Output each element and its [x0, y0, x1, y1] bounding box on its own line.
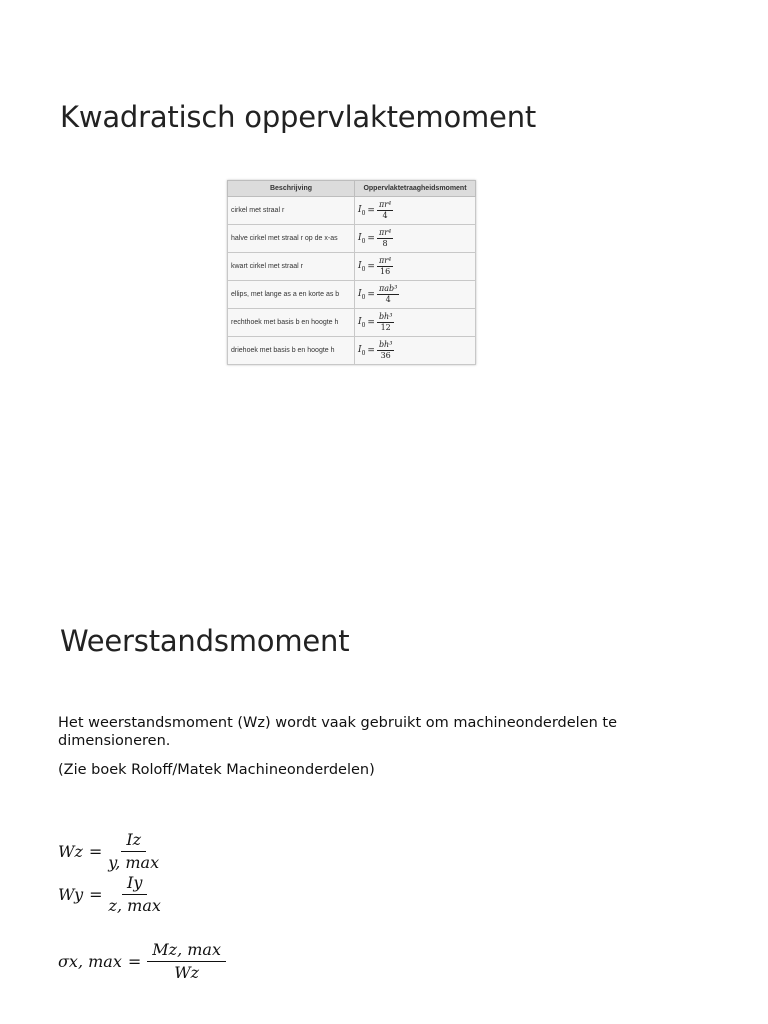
equation-sigma — [58, 940, 226, 983]
formula-denominator: 16 — [379, 267, 391, 276]
formula-lhs — [358, 289, 365, 301]
row-formula — [358, 256, 393, 277]
section-title-kwadratisch: Kwadratisch oppervlaktemoment — [60, 100, 537, 134]
row-description: ellips, met lange as a en korte as b — [228, 281, 355, 309]
row-description: rechthoek met basis b en hoogte h — [228, 309, 355, 337]
row-description: cirkel met straal r — [228, 197, 355, 225]
table-header-moment: Oppervlaktetraagheidsmoment — [355, 181, 476, 197]
row-description: halve cirkel met straal r op de x-as — [228, 225, 355, 253]
formula-fraction — [377, 200, 393, 221]
equation-fraction — [108, 830, 159, 873]
fraction-numerator: Iz — [121, 830, 146, 852]
formula-denominator: 4 — [382, 211, 388, 220]
fraction-denominator: Wz — [174, 963, 200, 982]
formula-fraction — [377, 340, 394, 361]
row-formula-cell — [355, 253, 476, 281]
fraction-denominator: z, max — [108, 896, 161, 915]
formula-denominator: 36 — [380, 351, 391, 360]
row-formula-cell — [355, 281, 476, 309]
formula-equals: = — [367, 233, 375, 244]
row-formula — [358, 200, 393, 221]
formula-numerator: πr⁴ — [378, 200, 392, 209]
formula-subscript: 0 — [361, 321, 366, 329]
formula-numerator: πr⁴ — [378, 256, 392, 265]
formula-numerator: πab³ — [378, 284, 398, 293]
row-formula-cell — [355, 337, 476, 365]
formula-denominator: 4 — [385, 295, 391, 304]
formula-denominator: 8 — [382, 239, 388, 248]
row-formula — [358, 228, 393, 249]
table-row — [228, 337, 476, 365]
equation-wz — [58, 830, 159, 873]
row-formula-cell — [355, 197, 476, 225]
formula-equals: = — [367, 345, 375, 356]
formula-fraction — [377, 312, 394, 333]
formula-fraction — [377, 256, 393, 277]
equals-sign: = — [89, 885, 103, 904]
formula-equals: = — [367, 261, 375, 272]
formula-symbol: I — [358, 344, 362, 355]
row-formula-cell — [355, 225, 476, 253]
formula-equals: = — [367, 289, 375, 300]
moments-table-image — [227, 180, 476, 365]
formula-symbol: I — [358, 232, 362, 243]
intro-paragraph: Het weerstandsmoment (Wz) wordt vaak gebruikt om machineonderdelen te dimensioneren. — [58, 715, 618, 749]
table-row — [228, 225, 476, 253]
table-row — [228, 281, 476, 309]
formula-lhs — [358, 205, 365, 217]
formula-subscript: 0 — [361, 237, 366, 245]
formula-fraction — [377, 284, 399, 305]
formula-subscript: 0 — [361, 209, 366, 217]
table-row — [228, 197, 476, 225]
row-formula-cell — [355, 309, 476, 337]
table-row — [228, 309, 476, 337]
equation-lhs: σx, max — [58, 952, 122, 971]
fraction-denominator: y, max — [108, 853, 160, 872]
table-row — [228, 253, 476, 281]
formula-lhs — [358, 261, 365, 273]
row-formula — [358, 312, 394, 333]
fraction-numerator: Iy — [122, 873, 147, 895]
formula-fraction — [377, 228, 393, 249]
formula-lhs — [358, 233, 365, 245]
formula-numerator: bh³ — [378, 312, 393, 321]
table-header-description: Beschrijving — [228, 181, 355, 197]
equals-sign: = — [88, 842, 103, 861]
row-formula — [358, 340, 394, 361]
equation-fraction — [109, 873, 161, 916]
equation-wy — [58, 873, 161, 916]
fraction-numerator: Mz, max — [147, 940, 226, 962]
row-formula — [358, 284, 399, 305]
formula-numerator: πr⁴ — [378, 228, 392, 237]
formula-lhs — [358, 345, 365, 357]
formula-subscript: 0 — [361, 265, 366, 273]
reference-paragraph: (Zie boek Roloff/Matek Machineonderdelen) — [58, 762, 375, 778]
formula-symbol: I — [358, 260, 362, 271]
row-description: driehoek met basis b en hoogte h — [228, 337, 355, 365]
formula-symbol: I — [358, 316, 362, 327]
row-description: kwart cirkel met straal r — [228, 253, 355, 281]
formula-denominator: 12 — [380, 323, 391, 332]
equation-fraction — [147, 940, 226, 983]
formula-equals: = — [367, 317, 375, 328]
moments-table — [227, 180, 476, 365]
formula-symbol: I — [358, 204, 362, 215]
formula-numerator: bh³ — [378, 340, 393, 349]
equation-lhs: Wz — [58, 842, 83, 861]
formula-lhs — [358, 317, 365, 329]
formula-subscript: 0 — [361, 293, 366, 301]
section-title-weerstandsmoment: Weerstandsmoment — [60, 624, 350, 658]
formula-symbol: I — [358, 288, 362, 299]
formula-subscript: 0 — [361, 349, 366, 357]
table-header-row — [228, 181, 476, 197]
equation-lhs: Wy — [58, 885, 84, 904]
equals-sign: = — [127, 952, 142, 971]
formula-equals: = — [367, 205, 375, 216]
